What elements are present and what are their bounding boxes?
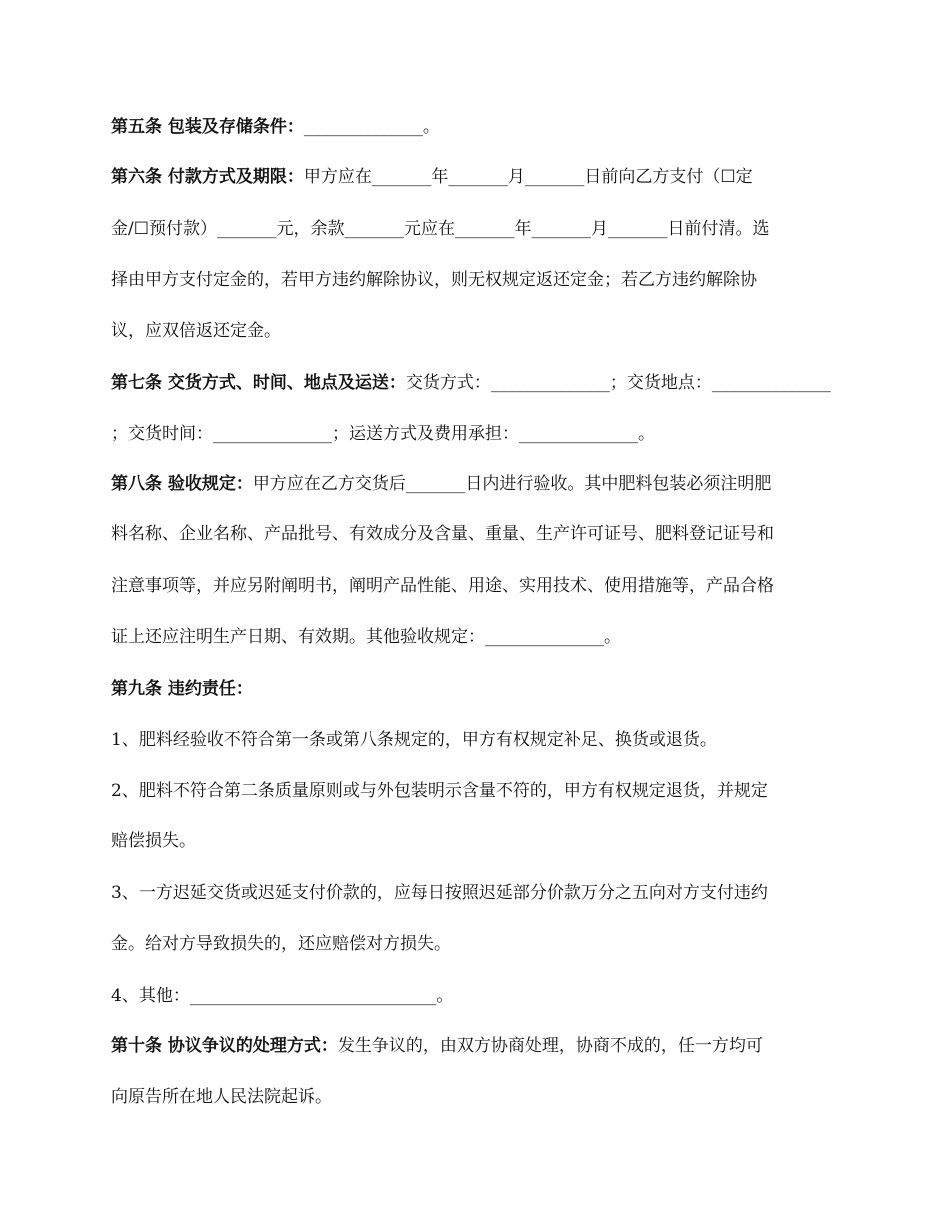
article-10-line-1 [111,1034,763,1058]
article-6-line-1 [111,165,753,189]
article-6-line-2: 金/☐预付款）_______元，余款_______元应在_______年_______月_______日前付清。选 [111,219,770,239]
article-10-heading: 第十条 协议争议的处理方式： [111,1036,338,1056]
article-9-item-3-line-1: 3、一方迟延交货或迟延支付价款的，应每日按照迟延部分价款万分之五向对方支付违约 [111,883,768,903]
article-5-heading: 第五条 包装及存储条件： [111,117,304,137]
article-5-line [111,115,440,139]
article-9-item-3-line-2: 金。给对方导致损失的，还应赔偿对方损失。 [111,934,451,954]
article-8-line-2: 料名称、企业名称、产品批号、有效成分及含量、重量、生产许可证号、肥料登记证号和 [111,524,774,544]
article-9-item-2-line-2: 赔偿损失。 [111,831,196,851]
article-5-text: ______________。 [303,117,440,137]
article-7-heading: 第七条 交货方式、时间、地点及运送： [111,373,406,393]
article-9-item-1: 1、肥料经验收不符合第一条或第八条规定的，甲方有权规定补足、换货或退货。 [111,730,717,750]
article-6-text-1: 甲方应在_______年_______月_______日前向乙方支付（☐定 [303,167,753,187]
article-6-line-4: 议，应双倍返还定金。 [111,321,281,341]
article-6-heading: 第六条 付款方式及期限： [111,167,304,187]
article-8-text-1: 甲方应在乙方交货后_______日内进行验收。其中肥料包装必须注明肥 [252,474,772,494]
article-9-item-4: 4、其他：_____________________________。 [111,986,454,1006]
article-8-heading: 第八条 验收规定： [111,474,253,494]
article-7-text-1: 交货方式：______________；交货地点：______________ [405,373,831,393]
article-7-line-1 [111,371,831,395]
article-10-text-1: 发生争议的，由双方协商处理，协商不成的，任一方均可 [337,1036,763,1056]
article-9-item-2-line-1: 2、肥料不符合第二条质量原则或与外包装明示含量不符的，甲方有权规定退货，并规定 [111,781,768,801]
article-9-heading: 第九条 违约责任： [111,679,253,699]
article-6-line-3: 择由甲方支付定金的，若甲方违约解除协议，则无权规定返还定金；若乙方违约解除协 [111,270,757,290]
article-8-line-3: 注意事项等，并应另附阐明书，阐明产品性能、用途、实用技术、使用措施等，产品合格 [111,576,774,596]
article-7-line-2: ；交货时间：______________；运送方式及费用承担：______________。 [111,424,655,444]
article-10-line-2: 向原告所在地人民法院起诉。 [111,1087,332,1107]
article-8-line-4: 证上还应注明生产日期、有效期。其他验收规定：______________。 [111,627,621,647]
article-8-line-1 [111,472,771,496]
